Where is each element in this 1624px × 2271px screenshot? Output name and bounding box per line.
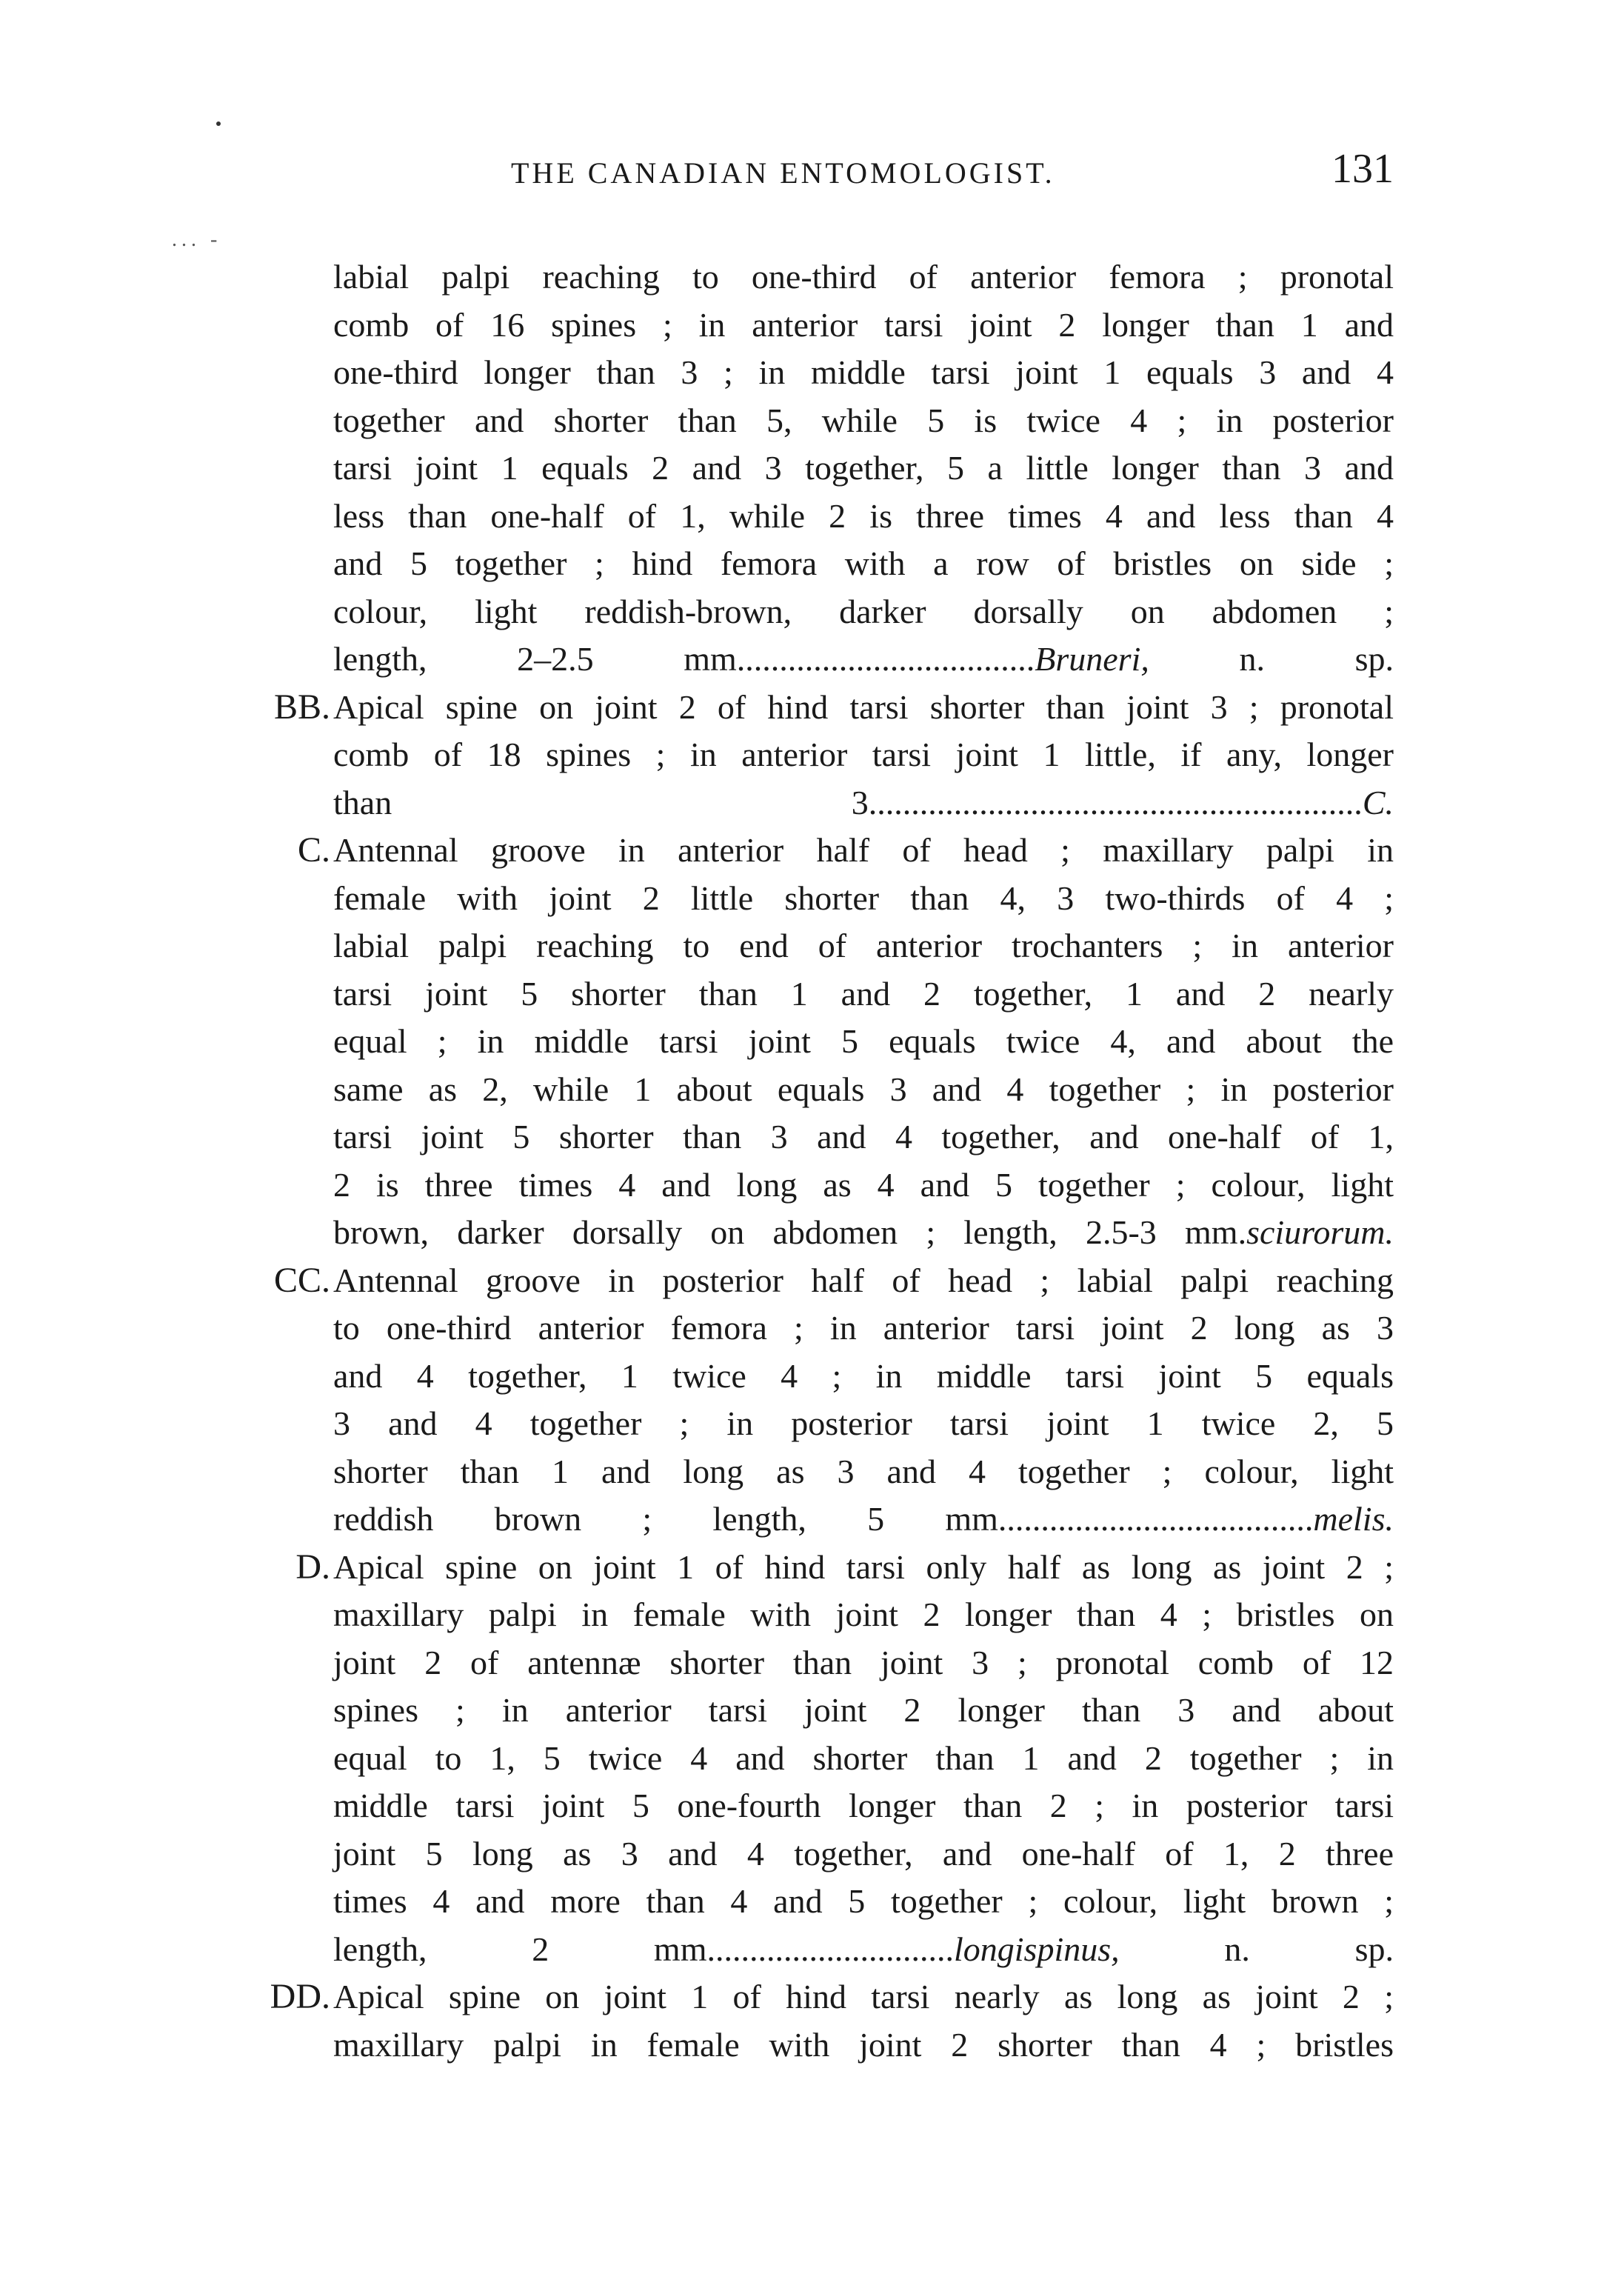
line-text: tarsi joint 5 shorter than 1 and 2 together, 1 and 2 nearly: [333, 974, 1394, 1013]
text-line: [333, 779, 1394, 827]
text-line: [333, 397, 1394, 445]
taxon-name: C.: [1362, 783, 1394, 821]
text-line: [333, 1448, 1394, 1496]
text-line: [333, 540, 1394, 588]
key-entry: [193, 1973, 1394, 2069]
text-line: [333, 922, 1394, 970]
text-line: [333, 1544, 1394, 1592]
key-entry: [193, 1257, 1394, 1544]
line-text: together and shorter than 5, while 5 is twice 4 ; in posterior: [333, 401, 1394, 439]
line-text: one-third longer than 3 ; in middle tarsi joint 1 equals 3 and 4: [333, 353, 1394, 391]
line-text: Apical spine on joint 2 of hind tarsi shorter than joint 3 ; pronotal: [333, 687, 1394, 726]
text-line: [333, 1113, 1394, 1161]
text-line: [333, 1161, 1394, 1210]
line-text: labial palpi reaching to one-third of anterior femora ; pronotal: [333, 258, 1394, 296]
page-number: 131: [1331, 146, 1394, 192]
key-label: BB.: [273, 687, 330, 727]
margin-dash-mark: ... -: [172, 228, 222, 251]
line-text: 3 and 4 together ; in posterior tarsi joint 1 twice 2, 5: [333, 1404, 1394, 1442]
line-text: than 3..........................................................: [333, 783, 1363, 821]
text-line: [333, 1687, 1394, 1735]
text-line: [333, 349, 1394, 397]
line-text: equal to 1, 5 twice 4 and shorter than 1 and 2 together ; in: [333, 1738, 1394, 1777]
text-line: [333, 493, 1394, 541]
line-text: tarsi joint 5 shorter than 3 and 4 together, and one-half of 1,: [333, 1118, 1394, 1155]
taxon-name: melis.: [1313, 1500, 1394, 1538]
text-line: [333, 301, 1394, 350]
key-entry: [193, 827, 1394, 1257]
text-line: [333, 1304, 1394, 1353]
text-line: [333, 1735, 1394, 1783]
line-text: length, 2 mm.............................: [333, 1930, 954, 1968]
text-line: [333, 1066, 1394, 1114]
line-text: maxillary palpi in female with joint 2 shorter than 4 ; bristles: [333, 2025, 1394, 2064]
line-text: less than one-half of 1, while 2 is three times 4 and less than 4: [333, 496, 1394, 535]
line-suffix: n. sp.: [1149, 640, 1394, 678]
text-line: [333, 1495, 1394, 1544]
line-text: comb of 18 spines ; in anterior tarsi joint 1 little, if any, longer: [333, 736, 1394, 773]
line-suffix: n. sp.: [1119, 1930, 1394, 1968]
text-line: [333, 731, 1394, 779]
running-head: THE CANADIAN ENTOMOLOGIST.: [511, 156, 1055, 190]
text-line: [333, 2021, 1394, 2070]
line-text: times 4 and more than 4 and 5 together ; colour, light brown ;: [333, 1882, 1394, 1920]
line-text: and 5 together ; hind femora with a row of bristles on side ;: [333, 544, 1394, 582]
text-line: [333, 1878, 1394, 1926]
line-text: length, 2–2.5 mm...................................: [333, 640, 1035, 678]
line-text: Apical spine on joint 1 of hind tarsi nearly as long as joint 2 ;: [333, 1978, 1394, 2015]
text-line: [333, 684, 1394, 732]
line-text: Antennal groove in anterior half of head ; maxillary palpi in: [333, 831, 1394, 869]
key-entry: [193, 1544, 1394, 1974]
text-line: [333, 1209, 1394, 1257]
line-text: and 4 together, 1 twice 4 ; in middle tarsi joint 5 equals: [333, 1356, 1394, 1395]
text-line: [333, 1353, 1394, 1401]
line-text: brown, darker dorsally on abdomen ; length, 2.5-3 mm.: [333, 1213, 1247, 1251]
line-text: colour, light reddish-brown, darker dorsally on abdomen ;: [333, 592, 1394, 630]
line-text: middle tarsi joint 5 one-fourth longer than 2 ; in posterior tarsi: [333, 1787, 1394, 1824]
margin-dot: [216, 121, 221, 126]
text-line: [333, 1400, 1394, 1448]
text-line: [333, 1639, 1394, 1687]
text-line: [333, 827, 1394, 875]
text-line: [333, 444, 1394, 493]
text-line: [333, 1591, 1394, 1639]
text-line: [333, 1973, 1394, 2021]
text-line: [333, 1830, 1394, 1878]
key-label: CC.: [273, 1260, 330, 1300]
text-line: [333, 588, 1394, 636]
text-line: [333, 1018, 1394, 1066]
taxon-name: Bruneri,: [1035, 640, 1149, 678]
line-text: female with joint 2 little shorter than 4, 3 two-thirds of 4 ;: [333, 878, 1394, 917]
line-text: tarsi joint 1 equals 2 and 3 together, 5 a little longer than 3 and: [333, 449, 1394, 487]
line-text: labial palpi reaching to end of anterior trochanters ; in anterior: [333, 927, 1394, 964]
key-label: D.: [295, 1547, 330, 1587]
key-entry: [193, 684, 1394, 827]
text-line: [333, 970, 1394, 1018]
text-line: [333, 1257, 1394, 1305]
line-text: maxillary palpi in female with joint 2 longer than 4 ; bristles on: [333, 1595, 1394, 1633]
line-text: reddish brown ; length, 5 mm.....................................: [333, 1500, 1314, 1538]
line-text: to one-third anterior femora ; in anterior tarsi joint 2 long as 3: [333, 1309, 1394, 1347]
taxon-name: sciurorum.: [1246, 1213, 1394, 1251]
text-line: [333, 636, 1394, 684]
line-text: equal ; in middle tarsi joint 5 equals twice 4, and about the: [333, 1022, 1394, 1060]
line-text: comb of 16 spines ; in anterior tarsi joint 2 longer than 1 and: [333, 305, 1394, 344]
line-text: spines ; in anterior tarsi joint 2 longer than 3 and about: [333, 1691, 1394, 1729]
text-line: [333, 1926, 1394, 1974]
line-text: same as 2, while 1 about equals 3 and 4 together ; in posterior: [333, 1070, 1394, 1108]
line-text: shorter than 1 and long as 3 and 4 together ; colour, light: [333, 1452, 1394, 1490]
key-text-body: [193, 253, 1394, 2069]
key-label: DD.: [270, 1977, 330, 2016]
text-line: [333, 253, 1394, 301]
line-text: joint 2 of antennæ shorter than joint 3 ; pronotal comb of 12: [333, 1643, 1394, 1681]
text-line: [333, 875, 1394, 923]
taxon-name: longispinus,: [953, 1930, 1120, 1968]
key-label: C.: [297, 830, 330, 870]
line-text: Apical spine on joint 1 of hind tarsi only half as long as joint 2 ;: [333, 1547, 1394, 1586]
line-text: 2 is three times 4 and long as 4 and 5 together ; colour, light: [333, 1165, 1394, 1204]
key-entry: [193, 253, 1394, 684]
line-text: joint 5 long as 3 and 4 together, and one-half of 1, 2 three: [333, 1834, 1394, 1873]
line-text: Antennal groove in posterior half of head ; labial palpi reaching: [333, 1261, 1394, 1299]
text-line: [333, 1782, 1394, 1830]
